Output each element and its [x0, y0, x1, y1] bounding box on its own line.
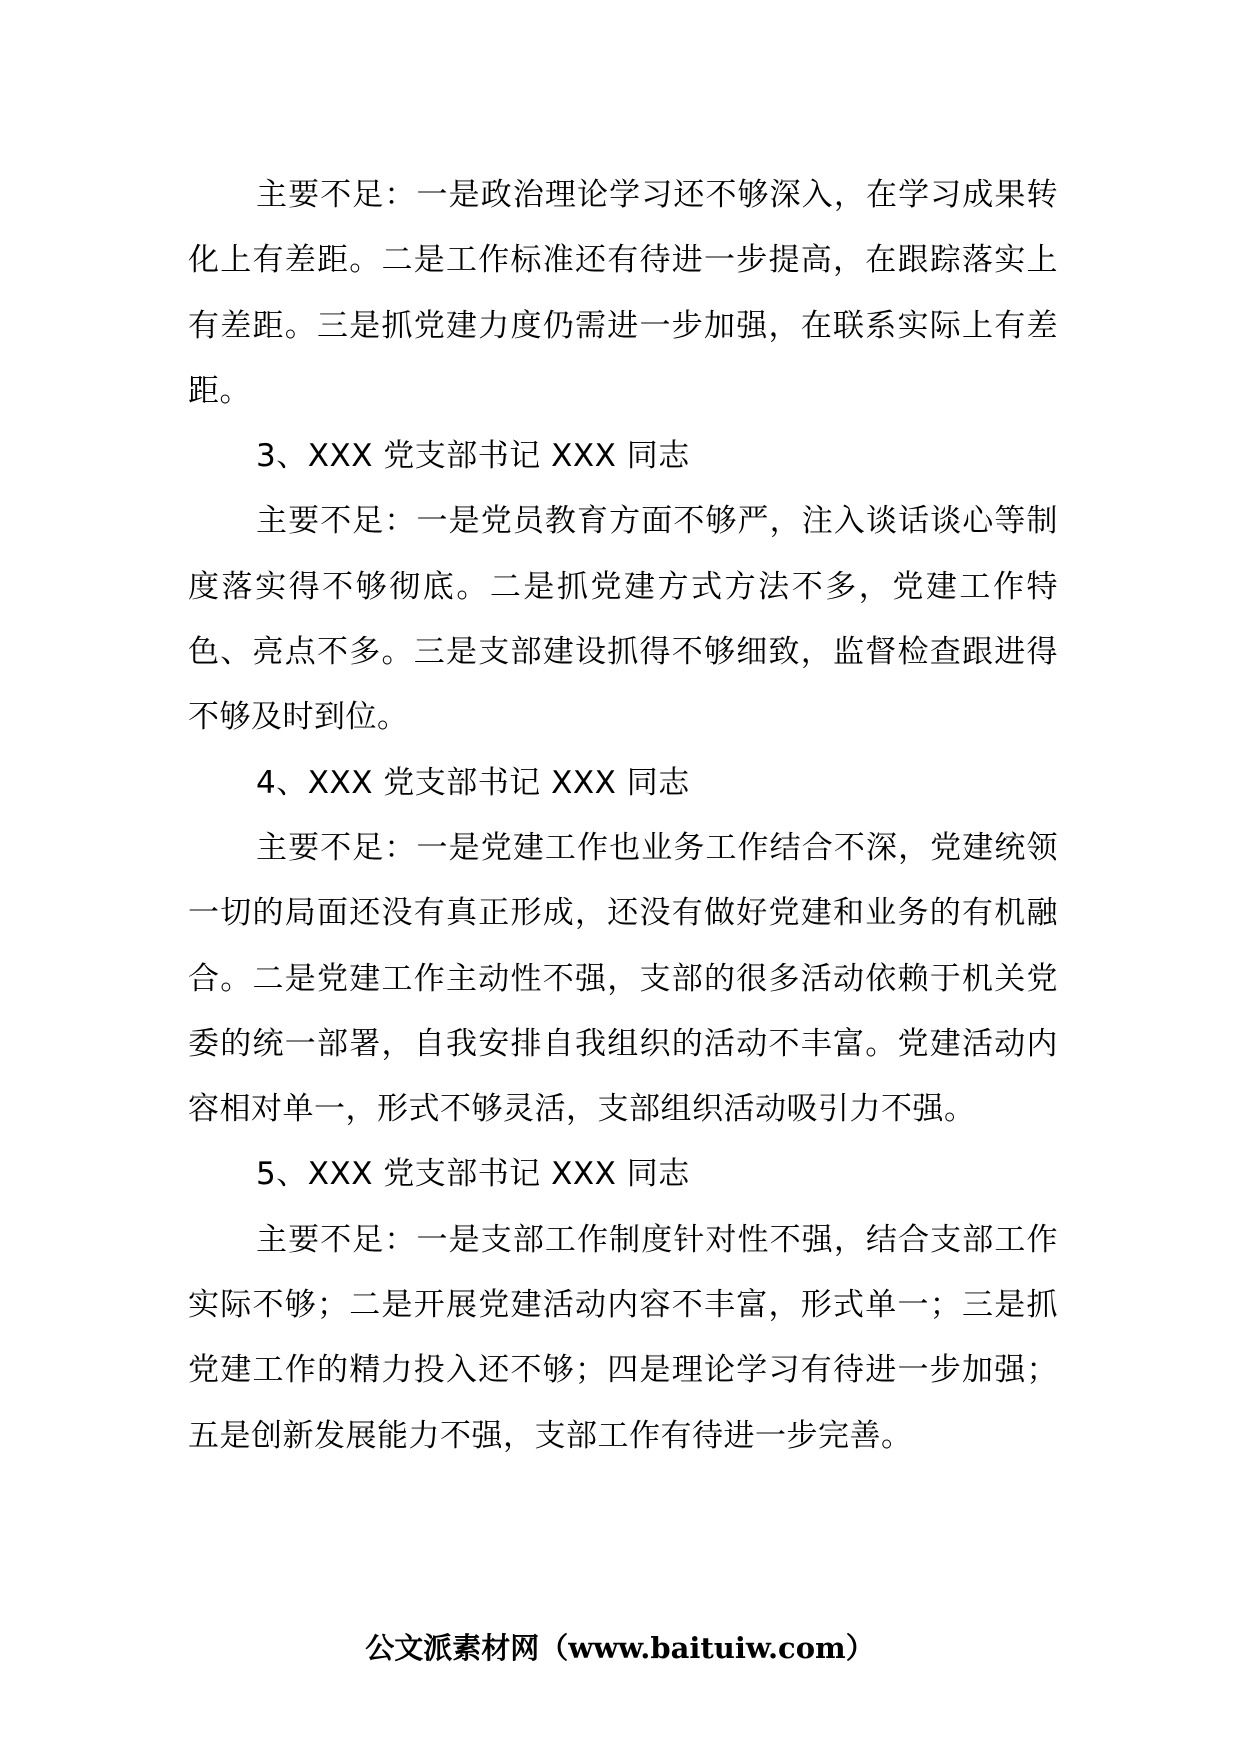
footer-watermark	[0, 1628, 1240, 1668]
paragraph-shortcomings-4: 主要不足：一是党建工作也业务工作结合不深，党建统领一切的局面还没有真正形成，还没有做好党建和业务的有机融合。二是党建工作主动性不强，支部的很多活动依赖于机关党委的统一部署，自我安排自我组织的活动不丰富。党建活动内容相对单一，形式不够灵活，支部组织活动吸引力不强。	[188, 829, 1058, 1128]
section-heading-3: 3、XXX 党支部书记 XXX 同志	[256, 438, 690, 475]
document-body	[188, 163, 1058, 1469]
paragraph-shortcomings-5: 主要不足：一是支部工作制度针对性不强，结合支部工作实际不够；二是开展党建活动内容不丰富，形式单一；三是抓党建工作的精力投入还不够；四是理论学习有待进一步加强；五是创新发展能力不强，支部工作有待进一步完善。	[188, 1221, 1058, 1454]
section-heading-4: 4、XXX 党支部书记 XXX 同志	[256, 764, 690, 801]
footer-text: 公文派素材网（www.baituiw.com）	[365, 1631, 875, 1665]
section-heading-5: 5、XXX 党支部书记 XXX 同志	[256, 1156, 690, 1193]
paragraph-shortcomings-2: 主要不足：一是政治理论学习还不够深入，在学习成果转化上有差距。二是工作标准还有待进一步提高，在跟踪落实上有差距。三是抓党建力度仍需进一步加强，在联系实际上有差距。	[188, 177, 1058, 409]
paragraph-shortcomings-3: 主要不足：一是党员教育方面不够严，注入谈话谈心等制度落实得不够彻底。二是抓党建方式方法不多，党建工作特色、亮点不多。三是支部建设抓得不够细致，监督检查跟进得不够及时到位。	[188, 503, 1058, 736]
